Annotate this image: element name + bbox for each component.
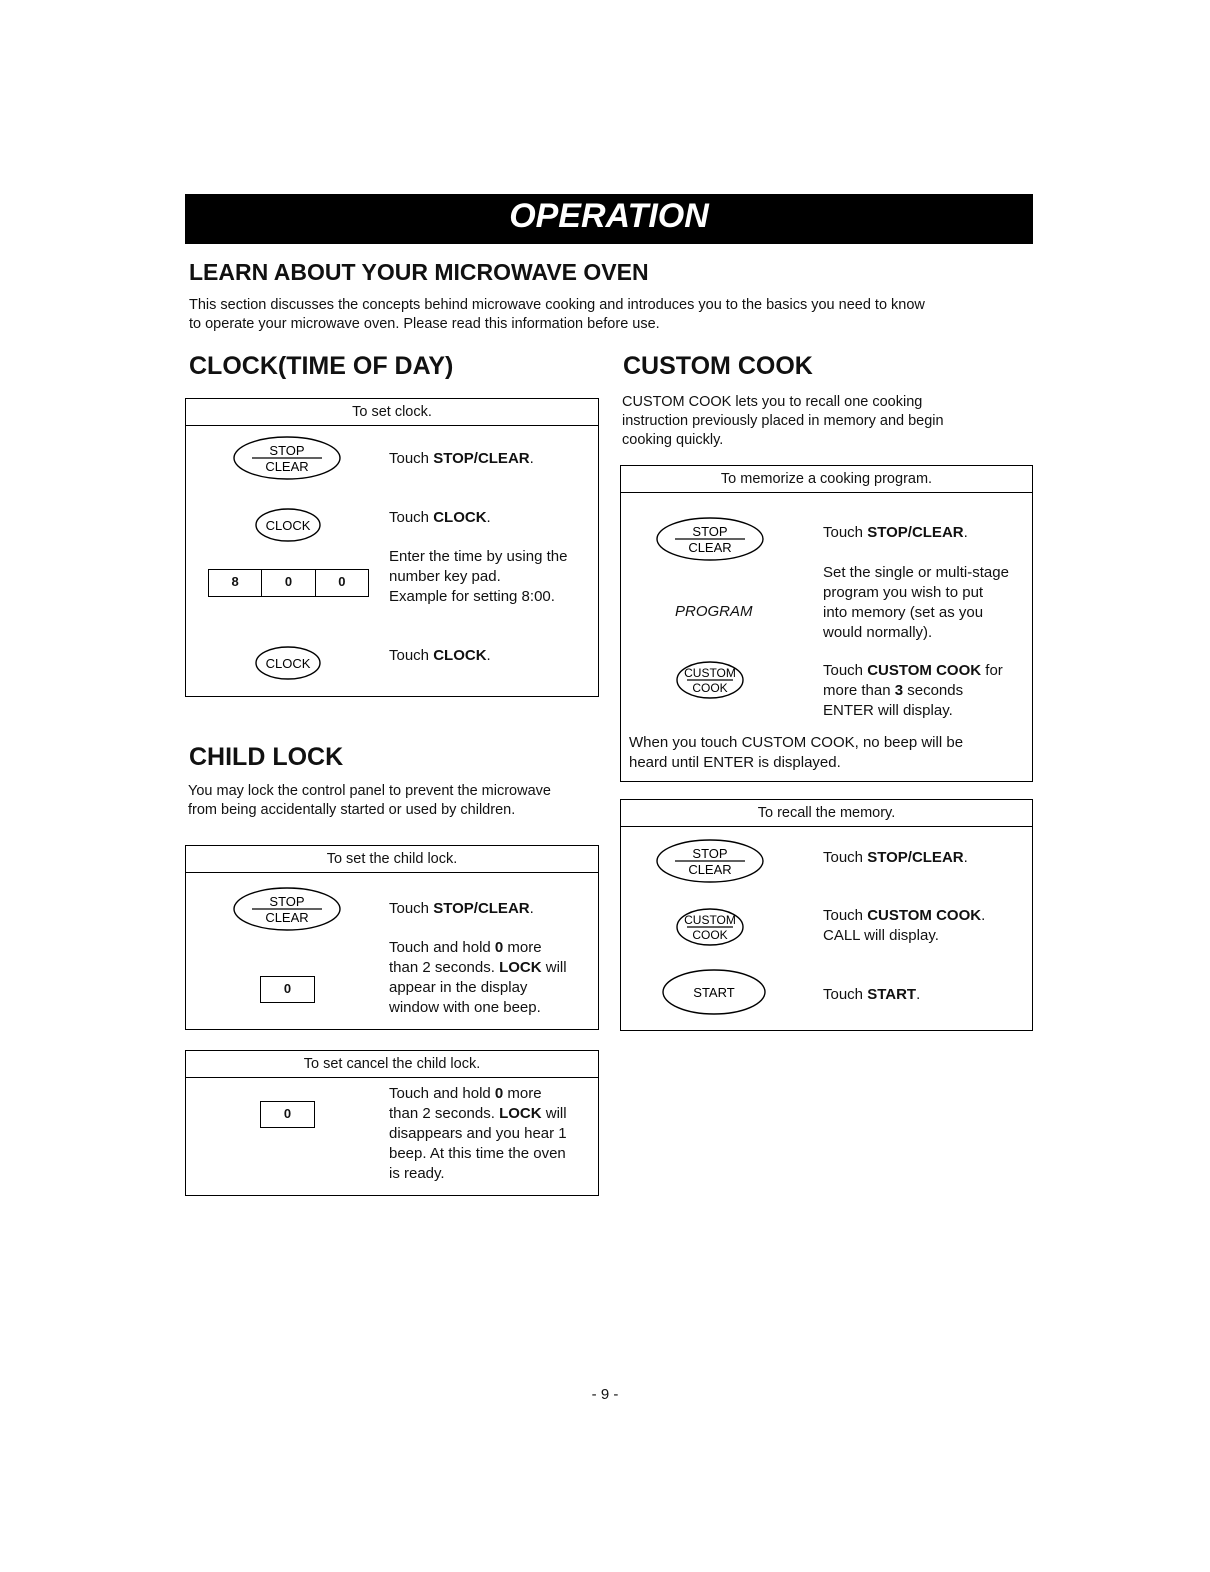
step-line — [823, 906, 985, 926]
step-line: window with one beep. — [389, 999, 541, 1016]
step-text: . — [963, 849, 968, 866]
stop-clear-button[interactable] — [232, 435, 342, 481]
child-line-1: You may lock the control panel to prevent the microwave — [188, 783, 551, 799]
step-bold: STOP/CLEAR — [867, 524, 964, 541]
step-text: Touch — [823, 662, 868, 679]
step-line — [389, 1084, 567, 1104]
memorize-step-1 — [823, 523, 968, 543]
step-line: disappears and you hear 1 — [389, 1125, 567, 1142]
child-lock-set-box — [185, 845, 599, 1030]
step-text: Touch — [389, 647, 434, 664]
step-text: . — [916, 986, 921, 1003]
step-line: number key pad. — [389, 568, 501, 585]
child-lock-cancel-header: To set cancel the child lock. — [186, 1051, 598, 1078]
memorize-step-3 — [823, 661, 1003, 721]
custom-cook-top-label: CUSTOM — [684, 666, 736, 680]
note-line: When you touch CUSTOM COOK, no beep will be — [629, 734, 964, 751]
step-text: Touch — [823, 907, 868, 924]
stop-clear-top-label: STOP — [692, 846, 728, 861]
step-text: Touch — [823, 524, 868, 541]
step-text: seconds — [903, 682, 964, 699]
step-text: . — [981, 907, 986, 924]
step-bold: STOP/CLEAR — [867, 849, 964, 866]
learn-title: LEARN ABOUT YOUR MICROWAVE OVEN — [189, 259, 649, 285]
step-line: Example for setting 8:00. — [389, 588, 555, 605]
memorize-step-2 — [823, 563, 1009, 643]
child-lock-title: CHILD LOCK — [189, 743, 344, 771]
step-text: . — [963, 524, 968, 541]
step-line: ENTER will display. — [823, 702, 953, 719]
step-line: into memory (set as you — [823, 604, 984, 621]
step-bold: START — [867, 986, 917, 1003]
learn-line-2: to operate your microwave oven. Please read this information before use. — [189, 316, 660, 332]
step-text: . — [486, 647, 491, 664]
stop-clear-button[interactable] — [232, 886, 342, 932]
step-line — [389, 938, 567, 958]
start-button-label: START — [693, 985, 735, 1000]
child-line-2: from being accidentally started or used by children. — [188, 802, 516, 818]
step-text: . — [529, 450, 534, 467]
step-line — [823, 661, 1003, 681]
clock-box-header: To set clock. — [186, 399, 598, 426]
stop-clear-button[interactable] — [655, 516, 765, 562]
custom-cook-bottom-label: COOK — [692, 681, 728, 695]
number-key[interactable]: 0 — [338, 574, 346, 589]
step-text: Touch — [389, 450, 434, 467]
stop-clear-bottom-label: CLEAR — [265, 910, 309, 925]
custom-cook-button[interactable] — [675, 907, 745, 947]
clock-box — [185, 398, 599, 697]
clock-step-1 — [389, 449, 534, 469]
step-bold: CUSTOM COOK — [867, 662, 982, 679]
stop-clear-top-label: STOP — [269, 894, 305, 909]
clock-button[interactable] — [254, 507, 322, 543]
step-text: Touch — [823, 986, 868, 1003]
zero-key[interactable]: 0 — [260, 976, 315, 1003]
stop-clear-bottom-label: CLEAR — [688, 862, 732, 877]
step-text: . — [486, 509, 491, 526]
step-text: more than — [823, 682, 895, 699]
clock-step-3 — [389, 547, 567, 607]
step-line: Set the single or multi-stage — [823, 564, 1009, 581]
zero-key[interactable]: 0 — [260, 1101, 315, 1128]
step-text: Touch — [389, 509, 434, 526]
step-line: CALL will display. — [823, 927, 939, 944]
stop-clear-top-label: STOP — [692, 524, 728, 539]
step-bold: CLOCK — [433, 647, 487, 664]
number-key[interactable]: 8 — [209, 570, 262, 596]
clock-title: CLOCK(TIME OF DAY) — [189, 352, 454, 380]
step-text: Touch — [389, 900, 434, 917]
child-set-step-1 — [389, 899, 534, 919]
step-line — [389, 1104, 567, 1124]
step-bold: 0 — [494, 1085, 504, 1102]
step-text: Touch and hold — [389, 1085, 495, 1102]
step-bold: CUSTOM COOK — [867, 907, 982, 924]
step-text: will — [541, 1105, 567, 1122]
custom-line-2: instruction previously placed in memory and begin — [622, 413, 944, 429]
custom-cook-button[interactable] — [675, 660, 745, 700]
number-key[interactable]: 0 — [262, 570, 315, 596]
custom-line-1: CUSTOM COOK lets you to recall one cooking — [622, 394, 923, 410]
clock-button-label: CLOCK — [265, 518, 311, 533]
step-bold: 0 — [494, 939, 504, 956]
step-text: Touch — [823, 849, 868, 866]
custom-line-3: cooking quickly. — [622, 432, 724, 448]
step-text: than 2 seconds. — [389, 959, 500, 976]
child-cancel-step — [389, 1084, 567, 1184]
step-text: more — [503, 1085, 542, 1102]
recall-box — [620, 799, 1033, 1031]
child-set-step-2 — [389, 938, 567, 1018]
memorize-header: To memorize a cooking program. — [621, 466, 1032, 493]
custom-cook-intro — [622, 393, 1032, 450]
recall-step-3 — [823, 985, 920, 1005]
clock-button[interactable] — [254, 645, 322, 681]
step-bold: 3 — [894, 682, 904, 699]
step-bold: STOP/CLEAR — [433, 900, 530, 917]
step-line: would normally). — [823, 624, 933, 641]
stop-clear-bottom-label: CLEAR — [265, 459, 309, 474]
step-line — [389, 958, 567, 978]
step-line: Enter the time by using the — [389, 548, 568, 565]
step-line: is ready. — [389, 1165, 445, 1182]
stop-clear-button[interactable] — [655, 838, 765, 884]
memorize-box — [620, 465, 1033, 782]
step-bold: CLOCK — [433, 509, 487, 526]
learn-line-1: This section discusses the concepts behind microwave cooking and introduces you to the basics you need to know — [189, 297, 925, 313]
page-number: - 9 - — [591, 1386, 619, 1403]
step-text: Touch and hold — [389, 939, 495, 956]
recall-step-1 — [823, 848, 968, 868]
child-lock-set-header: To set the child lock. — [186, 846, 598, 873]
stop-clear-bottom-label: CLEAR — [688, 540, 732, 555]
note-line: heard until ENTER is displayed. — [629, 754, 841, 771]
custom-cook-top-label: CUSTOM — [684, 913, 736, 927]
recall-header: To recall the memory. — [621, 800, 1032, 827]
step-text: more — [503, 939, 542, 956]
clock-button-label: CLOCK — [265, 656, 311, 671]
section-banner: OPERATION — [185, 194, 1033, 244]
child-lock-intro — [188, 782, 600, 820]
child-lock-cancel-box — [185, 1050, 599, 1196]
step-line: program you wish to put — [823, 584, 984, 601]
memorize-note — [629, 733, 963, 773]
custom-cook-title: CUSTOM COOK — [623, 352, 813, 380]
step-text: . — [529, 900, 534, 917]
step-text: for — [981, 662, 1003, 679]
step-line: appear in the display — [389, 979, 528, 996]
step-bold: STOP/CLEAR — [433, 450, 530, 467]
program-label: PROGRAM — [675, 603, 753, 620]
step-bold: LOCK — [499, 959, 542, 976]
learn-intro — [189, 296, 1029, 334]
stop-clear-top-label: STOP — [269, 443, 305, 458]
step-line — [823, 681, 1003, 701]
clock-step-4 — [389, 646, 491, 666]
start-button[interactable] — [661, 968, 767, 1016]
clock-step-2 — [389, 508, 491, 528]
step-bold: LOCK — [499, 1105, 542, 1122]
custom-cook-bottom-label: COOK — [692, 928, 728, 942]
step-text: than 2 seconds. — [389, 1105, 500, 1122]
recall-step-2 — [823, 906, 985, 946]
step-text: will — [541, 959, 567, 976]
number-keypad-row — [208, 569, 369, 597]
step-line: beep. At this time the oven — [389, 1145, 566, 1162]
